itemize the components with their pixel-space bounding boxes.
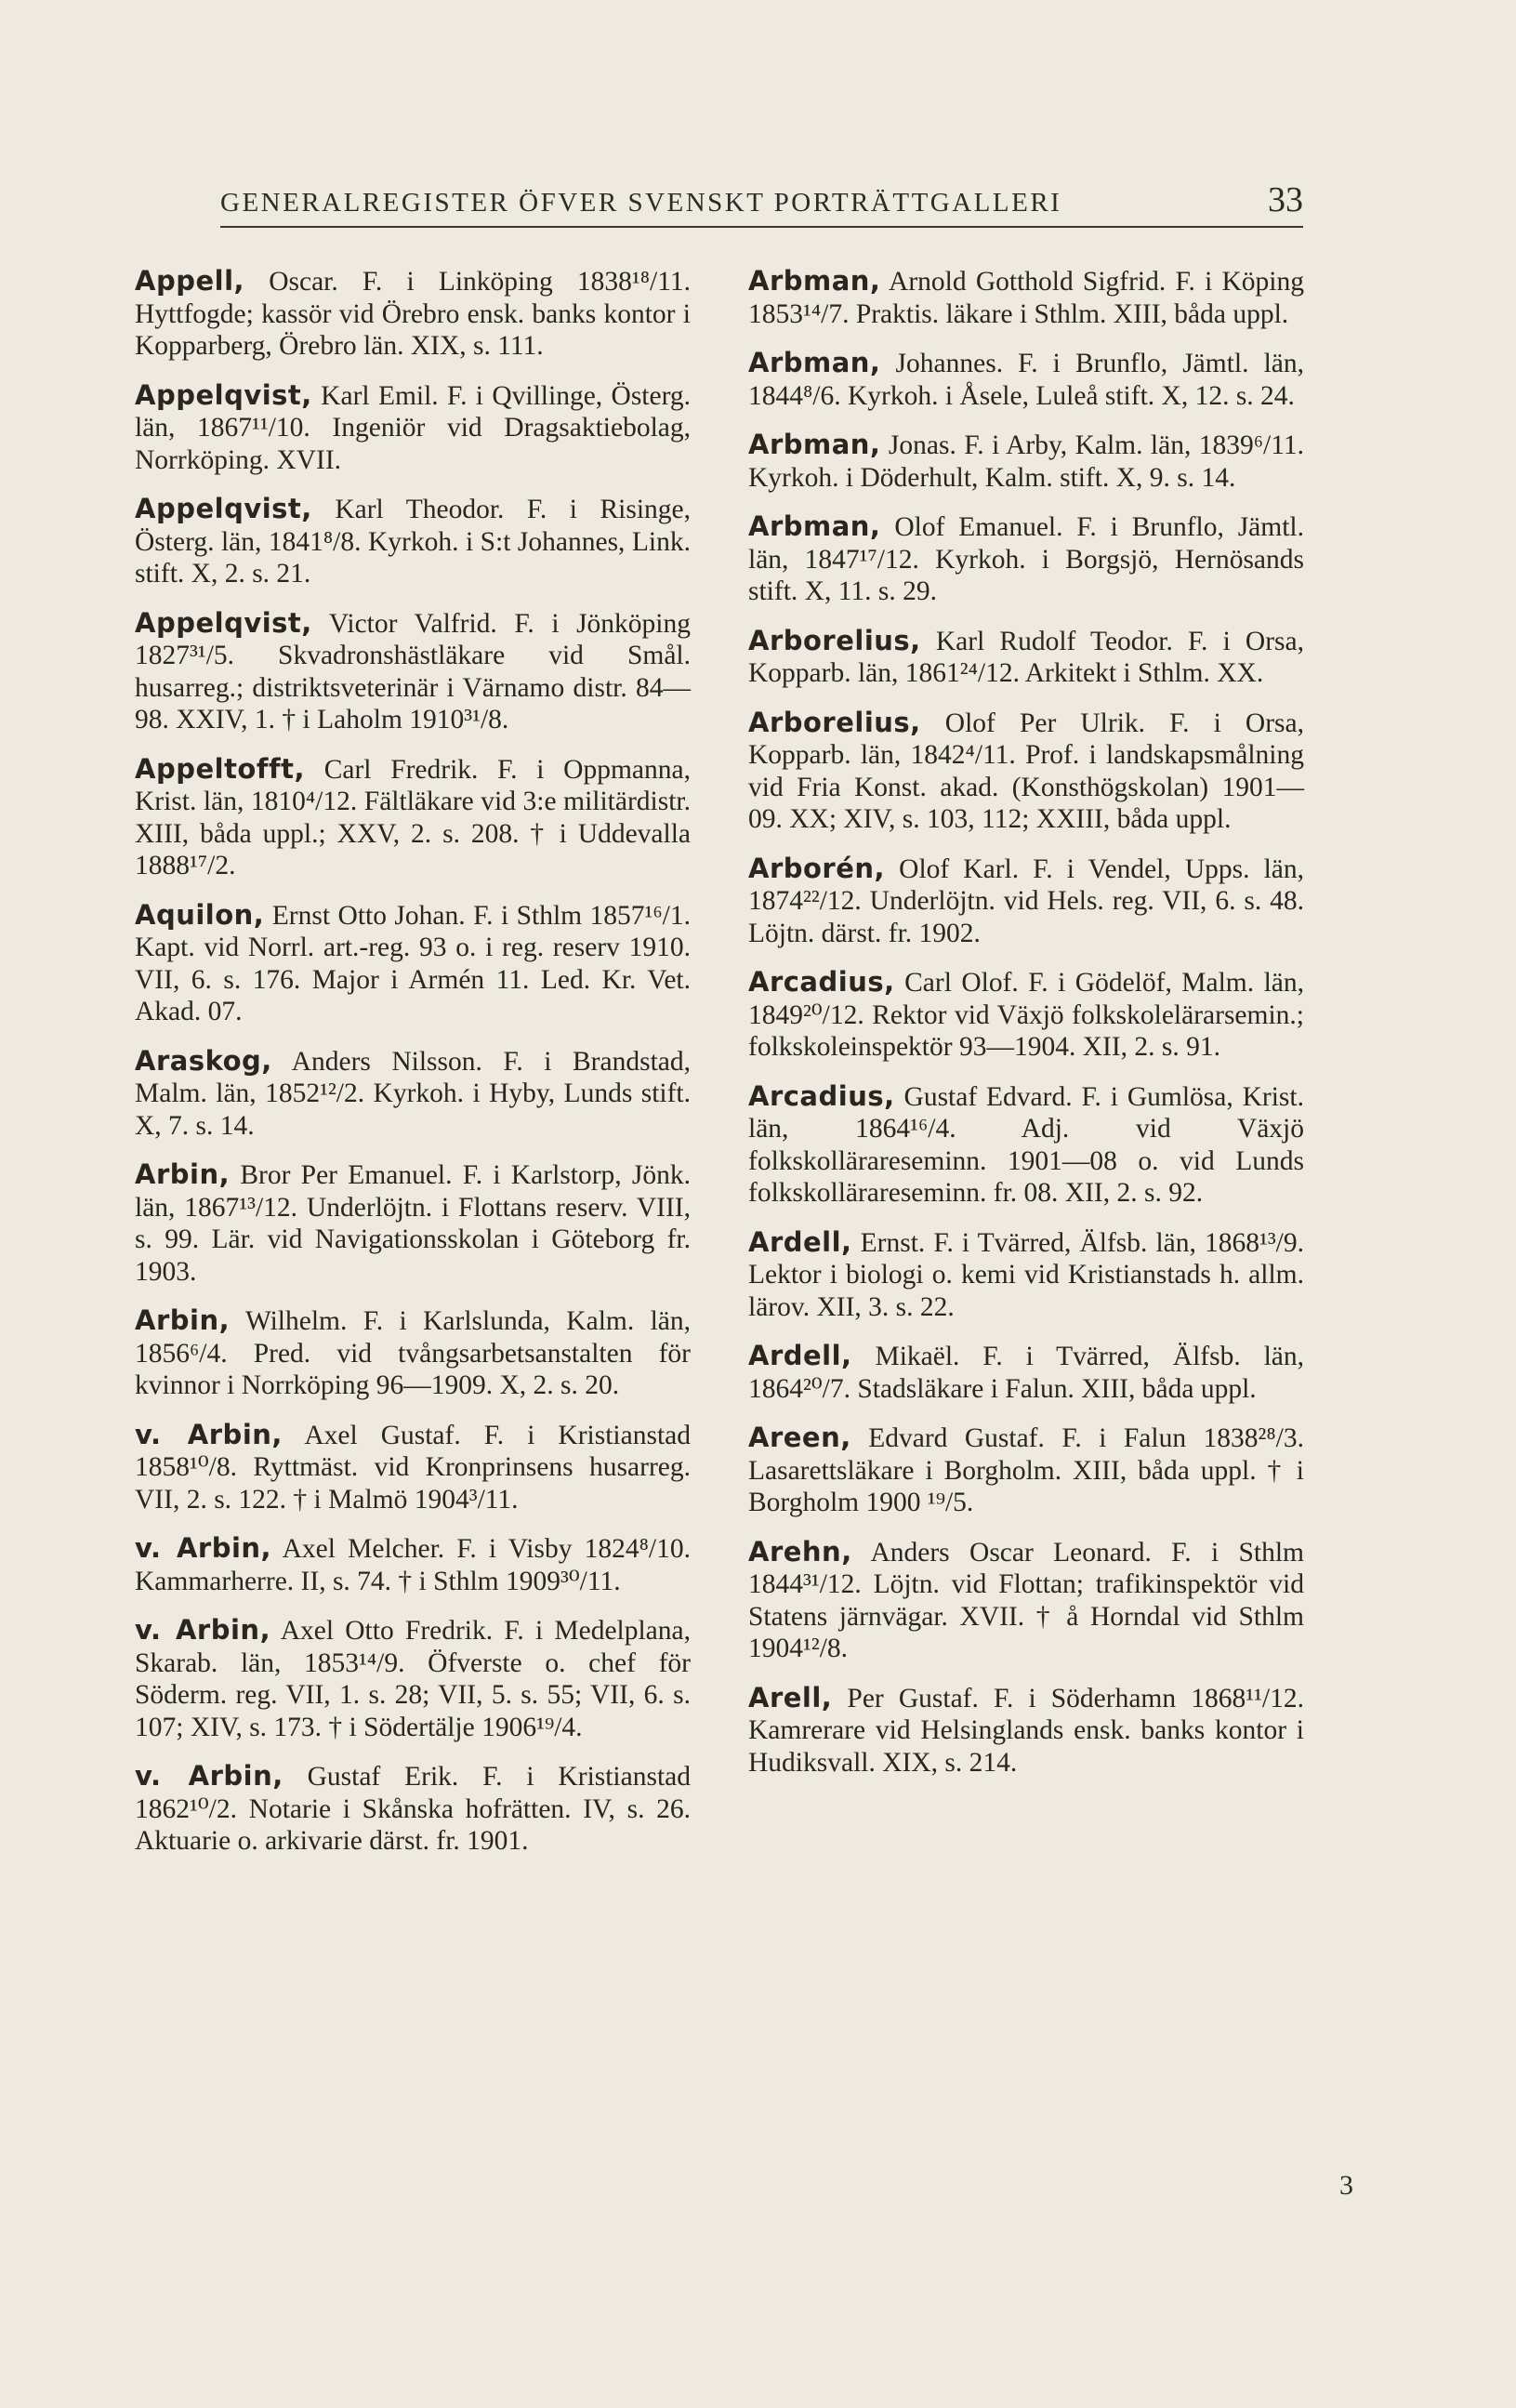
entry-text: Axel Otto Fredrik. F. i Medelplana, Skarab. län, 1853¹⁴/9. Öfverste o. chef för Söderm. reg. VII, 1. s. 28; VII, 5. s. 55; VII, 6. s. 107; XIV, s. 173. † i Södertälje 1906¹⁹/4. <box>135 1616 691 1742</box>
entry-name: Arbman, <box>748 347 881 378</box>
entry-name: v. Arbin, <box>135 1418 283 1450</box>
register-entry <box>135 265 691 363</box>
entry-name: Arborén, <box>748 852 886 884</box>
entry-text: Karl Rudolf Teodor. F. i Orsa, Kopparb. län, 1861²⁴/12. Arkitekt i Sthlm. XX. <box>748 626 1304 688</box>
register-entry <box>748 347 1304 412</box>
register-entry <box>135 493 691 590</box>
entry-text: Olof Emanuel. F. i Brunflo, Jämtl. län, 1847¹⁷/12. Kyrkoh. i Borgsjö, Hernösands stift. X, 11. s. 29. <box>748 512 1304 606</box>
register-entry <box>748 966 1304 1064</box>
entry-name: Aquilon, <box>135 898 265 931</box>
register-entry <box>748 1080 1304 1210</box>
register-entry <box>135 1045 691 1143</box>
register-entry <box>748 429 1304 494</box>
entry-text: Carl Olof. F. i Gödelöf, Malm. län, 1849²⁰/12. Rektor vid Växjö folkskolelärarsemin.; folkskoleinspektör 93—1904. XII, 2. s. 91. <box>748 968 1304 1062</box>
register-entry <box>748 265 1304 330</box>
register-entry <box>135 899 691 1028</box>
entry-text: Oscar. F. i Linköping 1838¹⁸/11. Hyttfogde; kassör vid Örebro ensk. banks kontor i Kopparberg, Örebro län. XIX, s. 111. <box>135 267 691 361</box>
entry-name: Areen, <box>748 1422 851 1453</box>
entry-text: Anders Oscar Leonard. F. i Sthlm 1844³¹/12. Löjtn. vid Flottan; trafikinspektör vid Statens järnvägar. XVII. † å Horndal vid Sthlm 1904¹²/8. <box>748 1537 1304 1663</box>
running-header <box>220 179 1303 228</box>
register-entry <box>748 707 1304 836</box>
signature-mark: 3 <box>1339 2170 1353 2201</box>
register-entry <box>748 625 1304 690</box>
entry-name: Araskog, <box>135 1044 272 1077</box>
entry-name: Arcadius, <box>748 1079 895 1112</box>
entry-text: Axel Gustaf. F. i Kristianstad 1858¹⁰/8. Ryttmäst. vid Kronprinsens husarreg. VII, 2. s. 122. † i Malmö 1904³/11. <box>135 1420 691 1515</box>
entry-text: Mikaël. F. i Tvärred, Älfsb. län, 1864²⁰/7. Stadsläkare i Falun. XIII, båda uppl. <box>748 1342 1304 1404</box>
entry-name: v. Arbin, <box>135 1532 272 1564</box>
entry-name: Ardell, <box>748 1340 852 1371</box>
entry-name: v. Arbin, <box>135 1760 283 1792</box>
entry-name: Arborelius, <box>748 706 921 738</box>
register-entry <box>135 1532 691 1597</box>
entry-name: Arbman, <box>748 265 881 297</box>
register-entry <box>135 1760 691 1858</box>
register-entry <box>748 1422 1304 1519</box>
entry-name: Appelqvist, <box>135 378 312 411</box>
right-column <box>748 265 1304 1795</box>
register-entry <box>748 1682 1304 1780</box>
entry-name: Arbman, <box>748 510 881 542</box>
register-entry <box>135 1614 691 1743</box>
left-column <box>135 265 691 1874</box>
register-entry <box>135 607 691 736</box>
register-entry <box>748 510 1304 608</box>
entry-text: Wilhelm. F. i Karlslunda, Kalm. län, 1856⁶/4. Pred. vid tvångsarbetsanstalten för kvinnor i Norrköping 96—1909. X, 2. s. 20. <box>135 1306 691 1400</box>
entry-text: Anders Nilsson. F. i Brandstad, Malm. län, 1852¹²/2. Kyrkoh. i Hyby, Lunds stift. X, 7. s. 14. <box>135 1046 691 1141</box>
entry-name: Arborelius, <box>748 624 921 656</box>
entry-name: Arbman, <box>748 429 881 460</box>
entry-text: Johannes. F. i Brunflo, Jämtl. län, 1844⁸/6. Kyrkoh. i Åsele, Luleå stift. X, 12. s. 24. <box>748 349 1304 411</box>
entry-text: Per Gustaf. F. i Söderhamn 1868¹¹/12. Kamrerare vid Helsinglands ensk. banks kontor i Hudiksvall. XIX, s. 214. <box>748 1683 1304 1778</box>
register-entry <box>748 1340 1304 1405</box>
entry-name: Arbin, <box>135 1158 231 1190</box>
entry-name: Appeltofft, <box>135 752 305 785</box>
entry-text: Olof Karl. F. i Vendel, Upps. län, 1874²²/12. Underlöjtn. vid Hels. reg. VII, 6. s. 48. Löjtn. därst. fr. 1902. <box>748 853 1304 948</box>
entry-name: Arell, <box>748 1681 833 1713</box>
entry-text: Ernst Otto Johan. F. i Sthlm 1857¹⁶/1. Kapt. vid Norrl. art.-reg. 93 o. i reg. reserv 1910. VII, 6. s. 176. Major i Armén 11. Led. Kr. Vet. Akad. 07. <box>135 900 691 1026</box>
page-number: 33 <box>1268 180 1303 219</box>
entry-name: Arehn, <box>748 1535 852 1568</box>
entry-name: Arbin, <box>135 1304 231 1336</box>
entry-text: Jonas. F. i Arby, Kalm. län, 1839⁶/11. Kyrkoh. i Döderhult, Kalm. stift. X, 9. s. 14. <box>748 430 1304 493</box>
entry-text: Gustaf Edvard. F. i Gumlösa, Krist. län, 1864¹⁶/4. Adj. vid Växjö folkskollärareseminn. 1901—08 o. vid Lunds folkskollärareseminn. fr. 08. XII, 2. s. 92. <box>748 1081 1304 1208</box>
entry-text: Olof Per Ulrik. F. i Orsa, Kopparb. län, 1842⁴/11. Prof. i landskapsmålning vid Fria Konst. akad. (Konsthögskolan) 1901—09. XX; XIV, s. 103, 112; XXIII, båda uppl. <box>748 708 1304 834</box>
entry-text: Karl Theodor. F. i Risinge, Österg. län, 1841⁸/8. Kyrkoh. i S:t Johannes, Link. stift. X, 2. s. 21. <box>135 495 691 589</box>
entry-text: Gustaf Erik. F. i Kristianstad 1862¹⁰/2. Notarie i Skånska hofrätten. IV, s. 26. Aktuarie o. arkivarie därst. fr. 1901. <box>135 1762 691 1856</box>
register-entry <box>135 1304 691 1402</box>
register-entry <box>135 753 691 882</box>
entry-text: Edvard Gustaf. F. i Falun 1838²⁸/3. Lasarettsläkare i Borgholm. XIII, båda uppl. † i Borgholm 1900 ¹⁹/5. <box>748 1423 1304 1517</box>
entry-text: Karl Emil. F. i Qvillinge, Österg. län, 1867¹¹/10. Ingeniör vid Dragsaktiebolag, Norrköping. XVII. <box>135 380 691 475</box>
register-entry <box>748 853 1304 950</box>
entry-text: Victor Valfrid. F. i Jönköping 1827³¹/5. Skvadronshästläkare vid Smål. husarreg.; distriktsveterinär i Värnamo distr. 84—98. XXIV, 1. † i Laholm 1910³¹/8. <box>135 608 691 734</box>
register-entry <box>135 379 691 477</box>
entry-text: Axel Melcher. F. i Visby 1824⁸/10. Kammarherre. II, s. 74. † i Sthlm 1909³⁰/11. <box>135 1534 691 1596</box>
entry-name: Appelqvist, <box>135 493 312 524</box>
entry-text: Carl Fredrik. F. i Oppmanna, Krist. län, 1810⁴/12. Fältläkare vid 3:e militärdistr. XIII, båda uppl.; XXV, 2. s. 208. † i Uddevalla 1888¹⁷/2. <box>135 754 691 880</box>
header-title: GENERALREGISTER ÖFVER SVENSKT PORTRÄTTGALLERI <box>220 188 1062 218</box>
entry-name: Appell, <box>135 265 245 297</box>
entry-name: Arcadius, <box>748 966 895 998</box>
entry-name: Ardell, <box>748 1225 852 1258</box>
entry-text: Ernst. F. i Tvärred, Älfsb. län, 1868¹³/9. Lektor i biologi o. kemi vid Kristianstads h. allm. lärov. XII, 3. s. 22. <box>748 1227 1304 1322</box>
register-entry <box>135 1158 691 1288</box>
entry-text: Bror Per Emanuel. F. i Karlstorp, Jönk. län, 1867¹³/12. Underlöjtn. i Flottans reserv. VIII, s. 99. Lär. vid Navigationsskolan i Göteborg fr. 1903. <box>135 1160 691 1287</box>
register-entry <box>748 1536 1304 1665</box>
entry-name: v. Arbin, <box>135 1614 271 1646</box>
register-entry <box>135 1419 691 1516</box>
entry-name: Appelqvist, <box>135 606 312 639</box>
entry-text: Arnold Gotthold Sigfrid. F. i Köping 1853¹⁴/7. Praktis. läkare i Sthlm. XIII, båda uppl. <box>748 267 1304 329</box>
register-entry <box>748 1226 1304 1324</box>
